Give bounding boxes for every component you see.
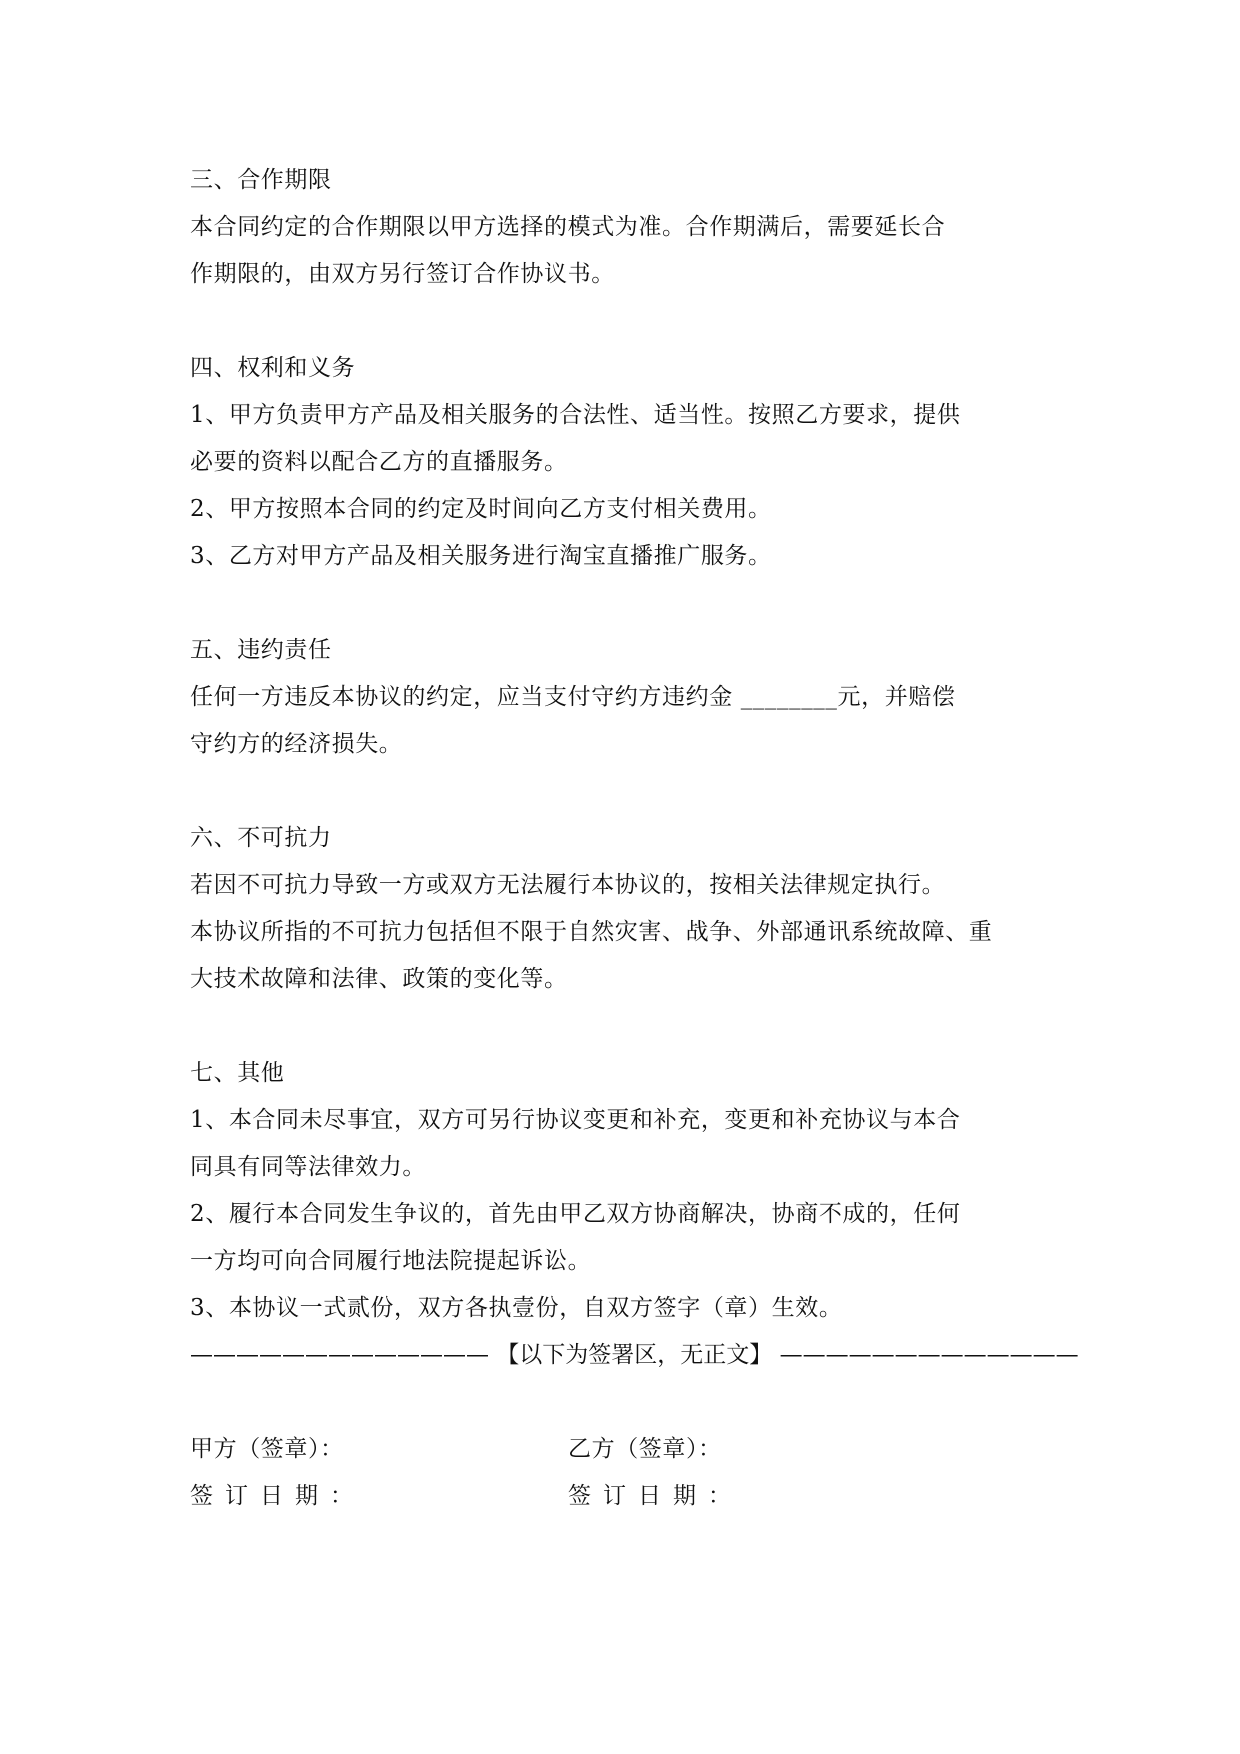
section-7-line-3: 2、履行本合同发生争议的，首先由甲乙双方协商解决，协商不成的，任何 [190, 1201, 961, 1227]
section-7-heading: 七、其他 [190, 1060, 285, 1086]
section-7-line-4: 一方均可向合同履行地法院提起诉讼。 [190, 1248, 592, 1274]
section-7-line-2: 同具有同等法律效力。 [190, 1154, 426, 1180]
party-b-signature-label: 乙方（签章）： [568, 1436, 722, 1462]
section-5-line-1: 任何一方违反本协议的约定，应当支付守约方违约金 ________元，并赔偿 [190, 684, 956, 710]
section-3-line-2: 作期限的，由双方另行签订合作协议书。 [190, 261, 615, 287]
section-7-line-5: 3、本协议一式贰份，双方各执壹份，自双方签字（章）生效。 [190, 1295, 843, 1321]
section-3-line-1: 本合同约定的合作期限以甲方选择的模式为准。合作期满后，需要延长合 [190, 214, 946, 240]
section-6-heading: 六、不可抗力 [190, 825, 332, 851]
section-6-line-3: 大技术故障和法律、政策的变化等。 [190, 966, 568, 992]
section-6-line-1: 若因不可抗力导致一方或双方无法履行本协议的，按相关法律规定执行。 [190, 872, 946, 898]
signature-divider: ————————————— 【以下为签署区，无正文】 ————————————— [190, 1342, 1079, 1368]
party-a-date-label: 签订日期： [190, 1483, 365, 1509]
section-4-line-3: 2、甲方按照本合同的约定及时间向乙方支付相关费用。 [190, 496, 772, 522]
section-6-line-2: 本协议所指的不可抗力包括但不限于自然灾害、战争、外部通讯系统故障、重 [190, 919, 993, 945]
section-7-line-1: 1、本合同未尽事宜，双方可另行协议变更和补充，变更和补充协议与本合 [190, 1107, 961, 1133]
section-5-heading: 五、违约责任 [190, 637, 332, 663]
section-4-heading: 四、权利和义务 [190, 355, 356, 381]
section-4-line-2: 必要的资料以配合乙方的直播服务。 [190, 449, 568, 475]
section-5-line-2: 守约方的经济损失。 [190, 731, 403, 757]
party-b-date-label: 签订日期： [568, 1483, 743, 1509]
section-4-line-1: 1、甲方负责甲方产品及相关服务的合法性、适当性。按照乙方要求，提供 [190, 402, 961, 428]
party-a-signature-label: 甲方（签章）： [190, 1436, 344, 1462]
section-4-line-4: 3、乙方对甲方产品及相关服务进行淘宝直播推广服务。 [190, 543, 772, 569]
section-3-heading: 三、合作期限 [190, 167, 332, 193]
